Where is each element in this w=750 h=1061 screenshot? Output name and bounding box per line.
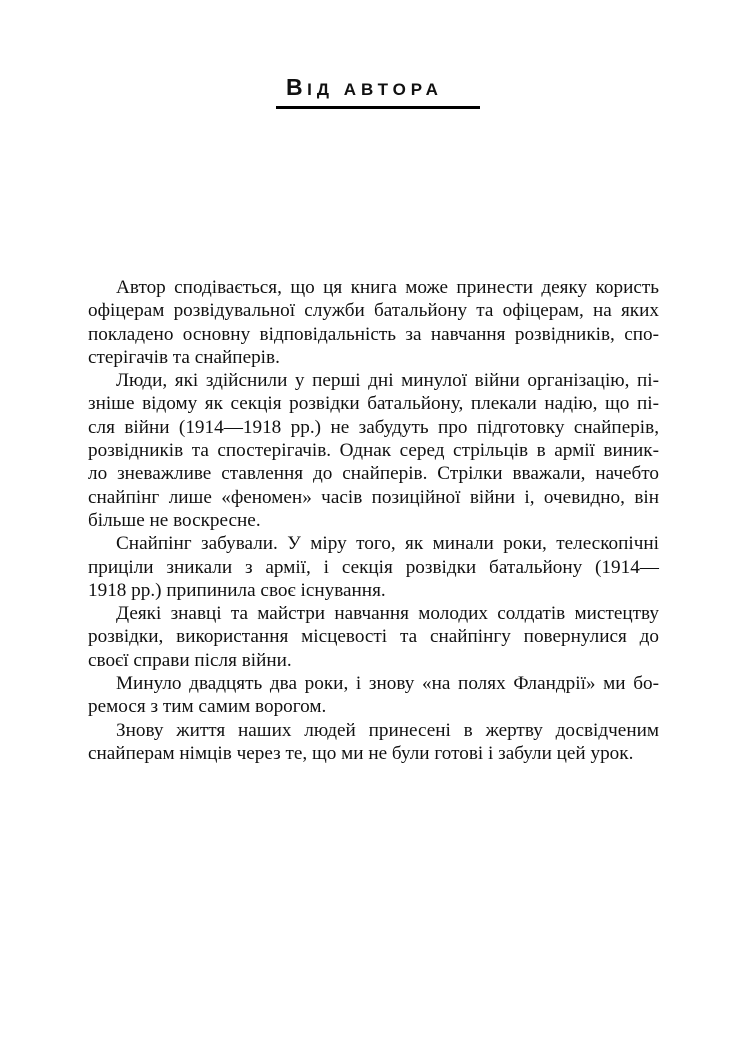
paragraph (88, 602, 659, 672)
title-first-letter: В (286, 74, 308, 100)
text-line: ремося з тим самим ворогом. (88, 696, 327, 718)
page-title (276, 72, 480, 105)
text-line: снайпінг лише «феномен» часів позиційної війни і, очевидно, він (88, 486, 659, 508)
title-second-word: АВТОРА (343, 80, 443, 99)
title-rest-first-word: ІД (307, 80, 334, 99)
text-line: 1918 рр.) припинила своє існування. (88, 579, 386, 601)
paragraph (88, 369, 659, 532)
paragraph (88, 719, 659, 766)
text-line: Минуло двадцять два роки, і знову «на полях Фландрії» ми бо- (116, 673, 659, 695)
text-line: зніше відому як секція розвідки батальйону, плекали надію, що пі- (88, 393, 659, 415)
text-line: розвідки, використання місцевості та снайпінгу повернулися до (88, 626, 659, 648)
text-line: снайперам німців через те, що ми не були готові і забули цей урок. (88, 742, 634, 764)
text-line: своєї справи після війни. (88, 649, 292, 671)
title-underline (276, 106, 480, 109)
text-line: ло зневажливе ставлення до снайперів. Стрілки вважали, начебто (88, 463, 659, 485)
text-line: Люди, які здійснили у перші дні минулої війни організацію, пі- (116, 370, 659, 392)
paragraph (88, 276, 659, 369)
text-line: Снайпінг забували. У міру того, як минали роки, телескопічні (116, 533, 659, 555)
text-line: офіцерам розвідувальної служби батальйону та офіцерам, на яких (88, 300, 659, 322)
text-line: покладено основну відповідальність за навчання розвідників, спо- (88, 323, 659, 345)
text-line: Деякі знавці та майстри навчання молодих солдатів мистецтву (116, 603, 659, 625)
text-line: розвідників та спостерігачів. Однак серед стрільців в армії виник- (88, 440, 659, 462)
body-text (88, 276, 659, 765)
heading-block (276, 72, 480, 105)
text-line: Автор сподівається, що ця книга може принести деяку користь (116, 277, 659, 298)
text-line: сля війни (1914—1918 рр.) не забудуть про підготовку снайперів, (88, 416, 659, 438)
text-line: стерігачів та снайперів. (88, 346, 280, 368)
paragraph (88, 672, 659, 719)
paragraph (88, 532, 659, 602)
text-line: більше не воскресне. (88, 509, 261, 531)
text-line: приціли зникали з армії, і секція розвідки батальйону (1914— (88, 556, 659, 578)
text-line: Знову життя наших людей принесені в жертву досвідченим (116, 719, 659, 741)
